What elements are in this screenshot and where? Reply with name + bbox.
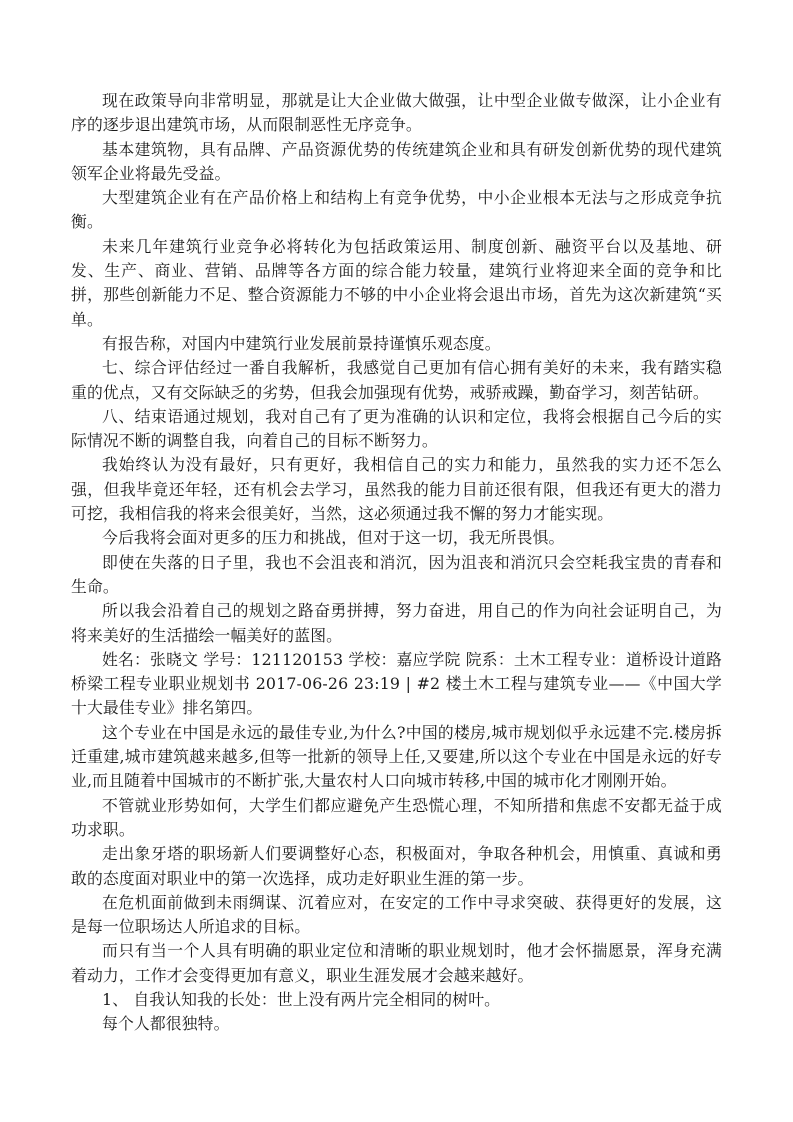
paragraph: 1、 自我认知我的长处：世上没有两片完全相同的树叶。 — [102, 989, 501, 1009]
paragraph: 不管就业形势如何，大学生们都应避免产生恐慌心理，不知所措和焦虑不安都无益于成功求职。 — [71, 795, 722, 839]
paragraph: 所以我会沿着自己的规划之路奋勇拼搏，努力奋进，用自己的作为向社会证明自己，为将来美好的生活描绘一幅美好的蓝图。 — [71, 601, 722, 645]
paragraph: 每个人都很独特。 — [102, 1014, 230, 1034]
paragraph: 未来几年建筑行业竞争必将转化为包括政策运用、制度创新、融资平台以及基地、研发、生产、商业、营销、品牌等各方面的综合能力较量，建筑行业将迎来全面的竞争和比拼，那些创新能力不足、整合资源能力不够的中小企业将会退出市场，首先为这次新建筑“买单。 — [71, 236, 722, 329]
paragraph: 大型建筑企业有在产品价格上和结构上有竞争优势，中小企业根本无法与之形成竞争抗衡。 — [71, 188, 722, 232]
paragraph: 基本建筑物，具有品牌、产品资源优势的传统建筑企业和具有研发创新优势的现代建筑领军企业将最先受益。 — [71, 139, 722, 183]
paragraph: 八、结束语通过规划，我对自己有了更为准确的认识和定位，我将会根据自己今后的实际情况不断的调整自我，向着自己的目标不断努力。 — [71, 406, 722, 451]
paragraph: 现在政策导向非常明显，那就是让大企业做大做强，让中型企业做专做深，让小企业有序的逐步退出建筑市场，从而限制恶性无序竞争。 — [71, 91, 722, 135]
paragraph: 七、综合评估经过一番自我解析，我感觉自己更加有信心拥有美好的未来，我有踏实稳重的优点，又有交际缺乏的劣势，但我会加强现有优势，戒骄戒躁，勤奋学习，刻苦钻研。 — [71, 358, 722, 402]
paragraph: 在危机面前做到未雨绸谋、沉着应对，在安定的工作中寻求突破、获得更好的发展，这是每一位职场达人所追求的目标。 — [71, 892, 722, 937]
paragraph: 有报告称，对国内中建筑行业发展前景持谨慎乐观态度。 — [102, 333, 501, 353]
paragraph: 这个专业在中国是永远的最佳专业,为什么?中国的楼房,城市规划似乎永远建不完.楼房拆迁重建,城市建筑越来越多,但等一批新的领导上任,又要建,所以这个专业在中国是永远的好专业,而且随着中国城市的不断扩张,大量农村人口向城市转移,中国的城市化才刚刚开始。 — [71, 722, 722, 791]
document-body — [71, 89, 722, 1037]
paragraph: 而只有当一个人具有明确的职业定位和清晰的职业规划时，他才会怀揣愿景，浑身充满着动力，工作才会变得更加有意义，职业生涯发展才会越来越好。 — [71, 941, 722, 985]
paragraph: 我始终认为没有最好，只有更好，我相信自己的实力和能力，虽然我的实力还不怎么强，但我毕竟还年轻，还有机会去学习，虽然我的能力目前还很有限，但我还有更大的潜力可挖，我相信我的将来会很美好，当然，这必须通过我不懈的努力才能实现。 — [71, 455, 722, 524]
paragraph: 走出象牙塔的职场新人们要调整好心态，积极面对，争取各种机会，用慎重、真诚和勇敢的态度面对职业中的第一次选择，成功走好职业生涯的第一步。 — [71, 844, 722, 888]
paragraph: 姓名：张晓文 学号：121120153 学校：嘉应学院 院系：土木工程专业：道桥设计道路桥梁工程专业职业规划书 2017-06-26 23:19 | #2 楼土木工程与建筑专业——《中国大学十大最佳专业》排名第四。 — [71, 649, 722, 718]
paragraph: 今后我将会面对更多的压力和挑战，但对于这一切，我无所畏惧。 — [102, 528, 565, 548]
paragraph: 即使在失落的日子里，我也不会沮丧和消沉，因为沮丧和消沉只会空耗我宝贵的青春和生命。 — [71, 552, 722, 596]
